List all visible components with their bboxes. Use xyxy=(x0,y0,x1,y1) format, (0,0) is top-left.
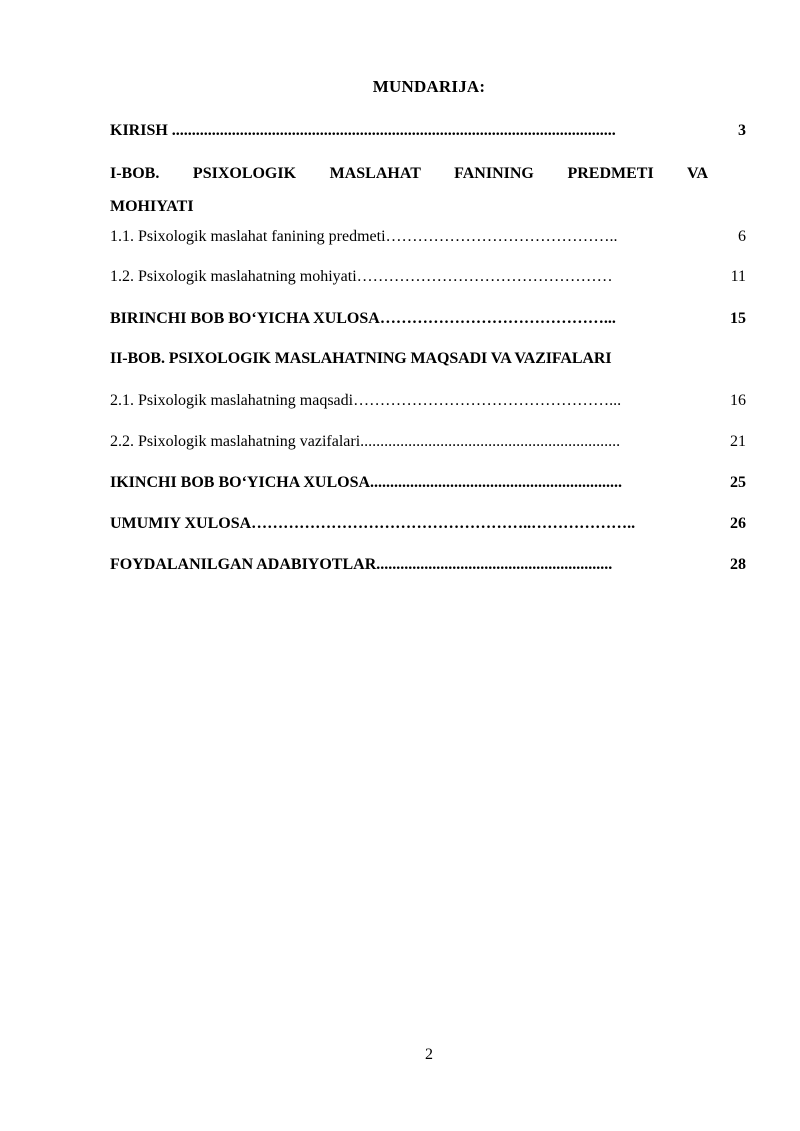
toc-entry-text: FOYDALANILGAN ADABIYOTLAR........................................................... xyxy=(110,556,613,573)
toc-entry-text: KIRISH ............................................................................................................... xyxy=(110,122,616,139)
toc-entry-references xyxy=(110,555,746,575)
toc-entry-page: 3 xyxy=(738,122,746,139)
toc-entry-chapter-1-conclusion xyxy=(110,309,746,329)
page-number: 2 xyxy=(425,1046,433,1063)
toc-entry-text: 1.2. Psixologik maslahatning mohiyati………………………………………… xyxy=(110,268,613,285)
toc-chapter-2-heading: II-BOB. PSIXOLOGIK MASLAHATNING MAQSADI VA VAZIFALARI xyxy=(110,350,612,367)
toc-entry-kirish xyxy=(110,121,746,141)
toc-entry-text: 1.1. Psixologik maslahat fanining predmeti…………………………………….. xyxy=(110,228,618,245)
toc-entry-page: 26 xyxy=(730,515,746,532)
toc-entry-1-2 xyxy=(110,267,746,287)
toc-entry-page: 28 xyxy=(730,556,746,573)
toc-entry-chapter-2-conclusion xyxy=(110,473,746,493)
toc-entry-page: 25 xyxy=(730,474,746,491)
toc-chapter-1-line2: MOHIYATI xyxy=(110,198,194,215)
toc-entry-page: 11 xyxy=(730,268,746,285)
toc-entry-page: 15 xyxy=(730,310,746,327)
toc-entry-general-conclusion xyxy=(110,514,746,534)
toc-entry-2-1 xyxy=(110,391,746,411)
toc-chapter-1-line1: I-BOB. PSIXOLOGIK MASLAHAT FANINING PREDMETI VA xyxy=(110,165,708,182)
toc-entry-2-2 xyxy=(110,432,746,452)
toc-entry-1-1 xyxy=(110,227,746,247)
toc-title: MUNDARIJA: xyxy=(372,77,486,96)
toc-entry-text: UMUMIY XULOSA……………………………………………..……………….. xyxy=(110,515,636,532)
toc-chapter-1-heading xyxy=(110,157,708,223)
toc-entry-text: IKINCHI BOB BO‘YICHA XULOSA............................................................... xyxy=(110,474,623,491)
toc-entry-text: 2.2. Psixologik maslahatning vazifalari................................................................. xyxy=(110,433,621,450)
toc-entry-page: 6 xyxy=(738,228,746,245)
toc-entry-page: 16 xyxy=(730,392,746,409)
toc-entry-page: 21 xyxy=(730,433,746,450)
toc-entry-text: BIRINCHI BOB BO‘YICHA XULOSA……………………………………... xyxy=(110,310,616,327)
toc-entry-text: 2.1. Psixologik maslahatning maqsadi…………………………………………... xyxy=(110,392,622,409)
